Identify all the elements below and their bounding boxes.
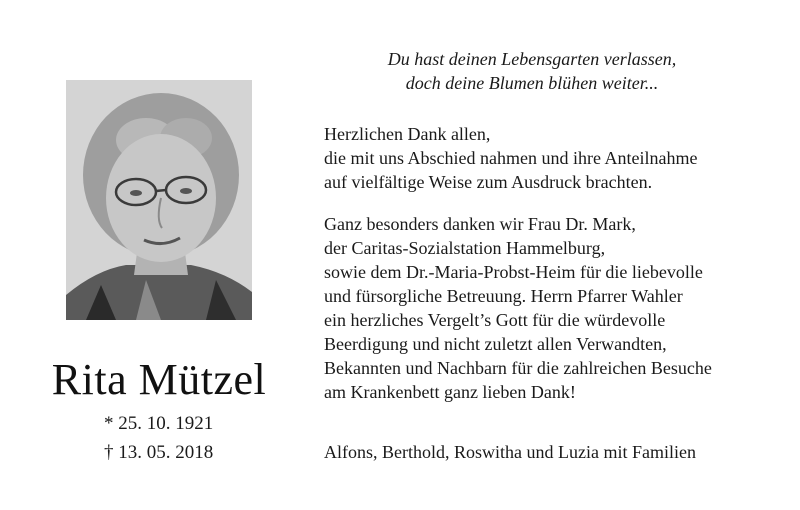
text-line: Beerdigung und nicht zuletzt allen Verwandten, — [324, 334, 667, 354]
family-signature: Alfons, Berthold, Roswitha und Luzia mit Familien — [324, 442, 696, 462]
text-line: ein herzliches Vergelt’s Gott für die würdevolle — [324, 310, 666, 330]
motto-line: Du hast deinen Lebensgarten verlassen, — [387, 49, 677, 69]
thanks-paragraph-1 — [324, 122, 764, 194]
birth-date: * 25. 10. 1921 — [104, 413, 214, 434]
text-line: sowie dem Dr.-Maria-Probst-Heim für die liebevolle — [324, 262, 703, 282]
death-date: † 13. 05. 2018 — [104, 442, 214, 463]
text-line: Ganz besonders danken wir Frau Dr. Mark, — [324, 214, 636, 234]
deceased-name: Rita Mützel — [51, 355, 267, 404]
thanks-paragraph-2 — [324, 212, 764, 404]
motto-line: doch deine Blumen blühen weiter... — [405, 73, 659, 93]
portrait-photo — [66, 80, 252, 320]
text-line: auf vielfältige Weise zum Ausdruck brachten. — [324, 172, 653, 192]
text-line: Herzlichen Dank allen, — [324, 124, 491, 144]
text-line: der Caritas-Sozialstation Hammelburg, — [324, 238, 606, 258]
motto-verse — [328, 47, 736, 95]
text-line: Bekannten und Nachbarn für die zahlreichen Besuche — [324, 358, 712, 378]
portrait-illustration — [66, 80, 252, 320]
text-line: die mit uns Abschied nahmen und ihre Anteilnahme — [324, 148, 698, 168]
text-line: am Krankenbett ganz lieben Dank! — [324, 382, 576, 402]
text-line: und fürsorgliche Betreuung. Herrn Pfarrer Wahler — [324, 286, 683, 306]
